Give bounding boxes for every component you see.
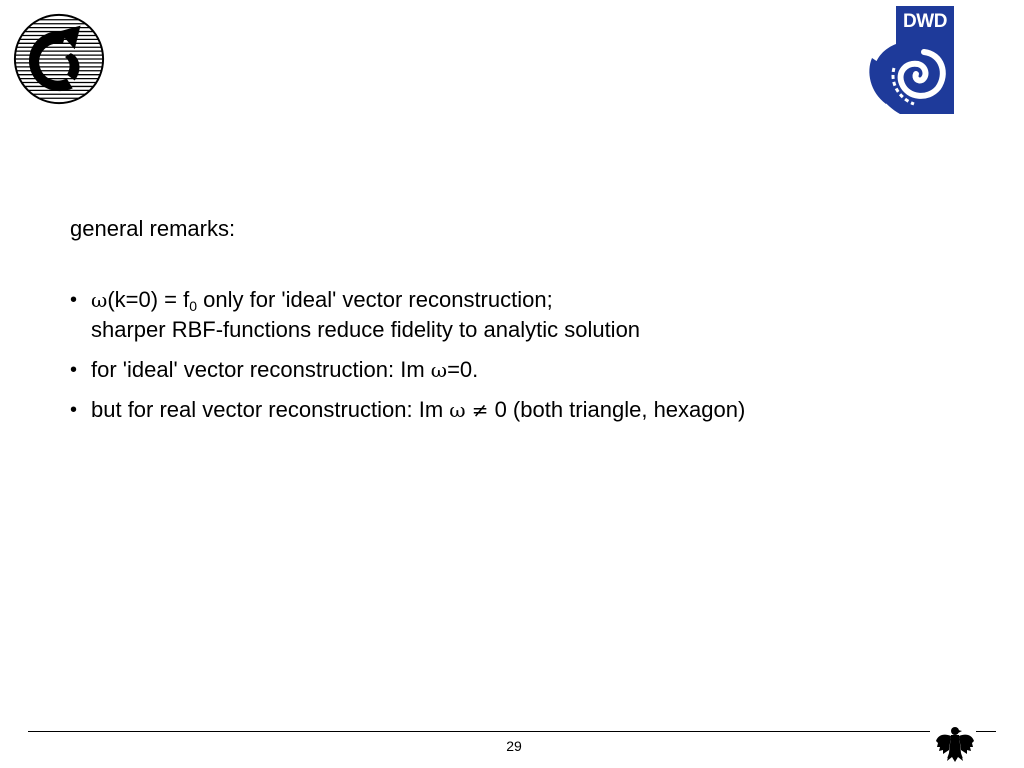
not-equal-symbol: ≠ — [471, 398, 489, 422]
bullet-text: for 'ideal' vector reconstruction: Im — [91, 357, 431, 382]
omega-symbol: ω — [91, 288, 108, 312]
circular-arrow-logo-icon — [10, 10, 108, 108]
page-number: 29 — [506, 738, 522, 754]
bullet-glyph: • — [70, 399, 78, 421]
omega-symbol: ω — [430, 358, 448, 382]
bullet-glyph: • — [70, 359, 78, 381]
bullet-list — [70, 285, 970, 435]
footer-divider — [28, 731, 930, 732]
dwd-logo-text: DWD — [903, 11, 947, 32]
bullet-item-1 — [70, 285, 970, 345]
bullet-text: but for real vector reconstruction: Im — [91, 397, 450, 422]
bullet-text: only for 'ideal' vector reconstruction; — [197, 287, 553, 312]
bullet-text: =0. — [447, 357, 479, 382]
bullet-item-2 — [70, 355, 970, 385]
section-heading: general remarks: — [70, 216, 236, 241]
bullet-text-line2: sharper RBF-functions reduce fidelity to analytic solution — [91, 317, 641, 342]
omega-symbol: ω — [449, 398, 466, 422]
federal-eagle-icon — [934, 723, 976, 765]
bullet-glyph: • — [70, 289, 78, 311]
subscript-zero: 0 — [189, 298, 198, 314]
dwd-spiral-logo-icon — [864, 6, 956, 118]
bullet-text: (k=0) = f — [107, 287, 190, 312]
bullet-text: 0 (both triangle, hexagon) — [488, 397, 746, 422]
bullet-item-3 — [70, 395, 970, 425]
footer-divider-right — [976, 731, 996, 732]
